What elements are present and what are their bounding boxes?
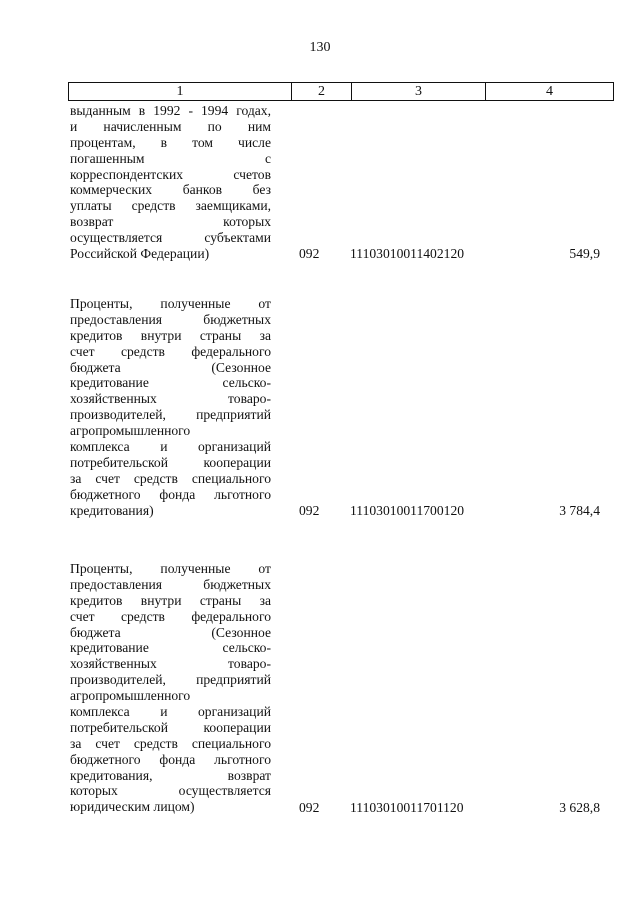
description-line: комплекса и организаций bbox=[70, 439, 271, 455]
description-line: кредитование сельско- bbox=[70, 375, 271, 391]
description-line: кредитов внутри страны за bbox=[70, 592, 271, 608]
description-line: агропромышленного bbox=[70, 688, 191, 704]
description-line: бюджетного фонда льготного bbox=[70, 751, 271, 767]
description-line: счет средств федерального bbox=[70, 343, 271, 359]
description-line: хозяйственных товаро- bbox=[70, 656, 271, 672]
description-line: бюджета (Сезонное bbox=[70, 359, 271, 375]
row-code: 092 bbox=[299, 800, 320, 815]
description-line: кредитование сельско- bbox=[70, 640, 271, 656]
row-amount: 549,9 bbox=[569, 246, 600, 261]
header-col-4: 4 bbox=[485, 83, 613, 100]
description-line: Проценты, полученные от bbox=[70, 561, 271, 576]
row-amount: 3 628,8 bbox=[559, 800, 600, 815]
row-kbk: 11103010011701120 bbox=[350, 800, 464, 815]
row-kbk: 11103010011402120 bbox=[350, 246, 465, 261]
description-line: комплекса и организаций bbox=[70, 704, 271, 720]
row-description bbox=[70, 103, 271, 262]
description-line: Российской Федерации) bbox=[70, 246, 210, 262]
description-line: погашенным с bbox=[70, 150, 271, 166]
description-line: коммерческих банков без bbox=[70, 182, 271, 198]
row-description bbox=[70, 561, 271, 815]
description-line: предоставления бюджетных bbox=[70, 576, 271, 592]
description-line: за счет средств специального bbox=[70, 470, 271, 486]
description-line: хозяйственных товаро- bbox=[70, 391, 271, 407]
description-line: бюджетного фонда льготного bbox=[70, 486, 271, 502]
header-col-3: 3 bbox=[351, 83, 485, 100]
description-line: Проценты, полученные от bbox=[70, 296, 271, 311]
description-line: выданным в 1992 - 1994 годах, bbox=[70, 103, 271, 118]
description-line: агропромышленного bbox=[70, 423, 191, 439]
description-line: кредитования, возврат bbox=[70, 767, 271, 783]
description-line: процентам, в том числе bbox=[70, 134, 271, 150]
description-line: потребительской кооперации bbox=[70, 719, 271, 735]
row-kbk: 11103010011700120 bbox=[350, 503, 465, 518]
description-line: юридическим лицом) bbox=[70, 799, 195, 815]
row-description bbox=[70, 296, 271, 518]
description-line: потребительской кооперации bbox=[70, 454, 271, 470]
description-line: кредитов внутри страны за bbox=[70, 327, 271, 343]
description-line: корреспондентских счетов bbox=[70, 166, 271, 182]
description-line: осуществляется субъектами bbox=[70, 230, 271, 246]
description-line: предоставления бюджетных bbox=[70, 311, 271, 327]
header-col-1: 1 bbox=[176, 84, 184, 99]
description-line: счет средств федерального bbox=[70, 608, 271, 624]
description-line: за счет средств специального bbox=[70, 735, 271, 751]
description-line: производителей, предприятий bbox=[70, 672, 271, 688]
page-number: 130 bbox=[309, 40, 331, 55]
description-line: и начисленным по ним bbox=[70, 118, 271, 134]
row-code: 092 bbox=[299, 503, 320, 518]
description-line: кредитования) bbox=[70, 502, 154, 518]
description-line: которых осуществляется bbox=[70, 783, 271, 799]
description-line: бюджета (Сезонное bbox=[70, 624, 271, 640]
description-line: возврат которых bbox=[70, 214, 271, 230]
description-line: производителей, предприятий bbox=[70, 407, 271, 423]
table-header bbox=[68, 82, 614, 101]
row-code: 092 bbox=[299, 246, 320, 261]
row-amount: 3 784,4 bbox=[559, 503, 600, 518]
header-col-2: 2 bbox=[291, 83, 351, 100]
description-line: уплаты средств заемщиками, bbox=[70, 198, 271, 214]
